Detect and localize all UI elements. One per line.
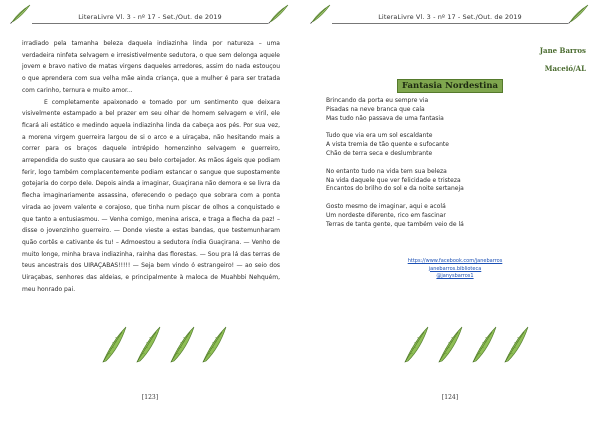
verse: No entanto tudo na vida tem sua beleza — [326, 167, 447, 175]
leaves-decoration — [384, 325, 534, 365]
stanza — [326, 97, 576, 123]
quill-icon — [568, 4, 590, 24]
paragraph: E completamente apaixonado e tomado por um sentimento que deixara visivelmente estampado a bel prazer em seu olhar de homem selvagem e viril, ele ficará ali estático e medindo aquela indiazinha linda da cabeça aos pés. Por sua vez, a morena virgem guerreira largou de si o arco e a uiraçaba, não hesitando mais a correr para os braços daquele intrépido homenzinho selvagem e guerreiro, arrependida do susto que causara ao seu belo cortejador. As mãos ágeis que podiam ferir, logo também complacentemente podiam estancar o sangue que supostamente gotejaria do corpo dele. Depois ainda a imaginar, Guaçirana não demora e se livra da flecha imaginariamente assassina, oferecendo o pedaço que sobrara com a ponta virada ao jovem valente e corajoso, que tinha num piscar de olhos a conquistado e que tanto a entusiasmou. — Venha comigo, menina arisca, e traga a flecha da paz! – disse o jovenzinho guerreiro. — Donde vieste a estas bandas, que testemunharam quão cortês e cativante és tu! – Admoestou a sedutora índia Guaçirana. — Venho de muito longe, minha brava indiazinha, rainha das florestas. — Sou pra lá das terras de teus ancestrais dos UIRAÇABAS!!!!! — Seja bem vindo ó estrangeiro! — ao seio dos Uiraçabas, senhores das aldeias, e principalmente à maloca de Muahbbi Nehquém, meu honrado pai. — [22, 98, 280, 293]
poem-title-text: Fantasia Nordestina — [397, 79, 503, 93]
verse: A vista tremia de tão quente e sufocante — [326, 141, 449, 149]
paragraph: irradiado pela tamanha beleza daquela indiazinha linda por natureza – uma verdadeira ninfeta selvagem e irresistivelmente sedutora, o que sem delonga aquele jovem e bravo nativo de matas virgens daqueles arredores, assim do nada estouçou o que aprendera com sua velha mãe ainda criança, que a mulher é para ser tratada com carinho, ternura e muito amor... — [22, 40, 280, 94]
verse: Mas tudo não passava de uma fantasia — [326, 114, 444, 122]
leaf-icon — [505, 327, 528, 362]
verse: Na vida daquele que ver felicidade e tristeza — [326, 176, 461, 184]
stanza — [326, 203, 576, 229]
author-city: Maceió/AL — [544, 64, 586, 73]
facebook-link[interactable]: https://www.facebook.com/janebarros — [407, 258, 503, 264]
author-links — [380, 258, 530, 281]
verse: Encantos do brilho do sol e da noite sertaneja — [326, 185, 464, 193]
stanza — [326, 132, 576, 158]
page-header — [310, 4, 590, 26]
author-name: Jane Barros — [539, 46, 586, 55]
verse: Chão de terra seca e deslumbrante — [326, 149, 433, 157]
verse: Tudo que via era um sol escaldante — [326, 132, 433, 140]
page-header — [10, 4, 290, 26]
quill-icon — [268, 4, 290, 24]
verse: Brincando da porta eu sempre via — [326, 97, 429, 104]
leaf-icon — [405, 327, 428, 362]
page-number: [124] — [441, 394, 459, 401]
social-handle-link[interactable]: @janysbarros1 — [436, 273, 474, 279]
leaf-icon — [103, 327, 126, 362]
leaf-icon — [171, 327, 194, 362]
poem — [326, 97, 576, 239]
right-page — [300, 0, 600, 424]
leaf-icon — [473, 327, 496, 362]
poem-title — [300, 73, 600, 93]
header-title: LiteraLivre Vl. 3 - nº 17 - Set./Out. de 2019 — [78, 13, 222, 21]
verse: Gosto mesmo de imaginar, aqui e acolá — [326, 203, 446, 211]
stanza — [326, 168, 576, 194]
header-divider — [32, 23, 268, 24]
header-title: LiteraLivre Vl. 3 - nº 17 - Set./Out. de 2019 — [378, 13, 522, 21]
library-link[interactable]: janebarros.biblioteca — [428, 265, 482, 272]
story-text — [22, 38, 280, 295]
leaf-icon — [203, 327, 226, 362]
verse: Pisadas na neve branca que caía — [326, 105, 425, 113]
page-number: [123] — [141, 394, 159, 401]
header-divider — [332, 23, 568, 24]
leaf-icon — [439, 327, 462, 362]
leaf-icon — [137, 327, 160, 362]
leaves-decoration — [82, 325, 232, 365]
verse: Terras de tanta gente, que também veio de lá — [326, 220, 464, 228]
verse: Um nordeste diferente, rico em fascinar — [326, 211, 446, 219]
